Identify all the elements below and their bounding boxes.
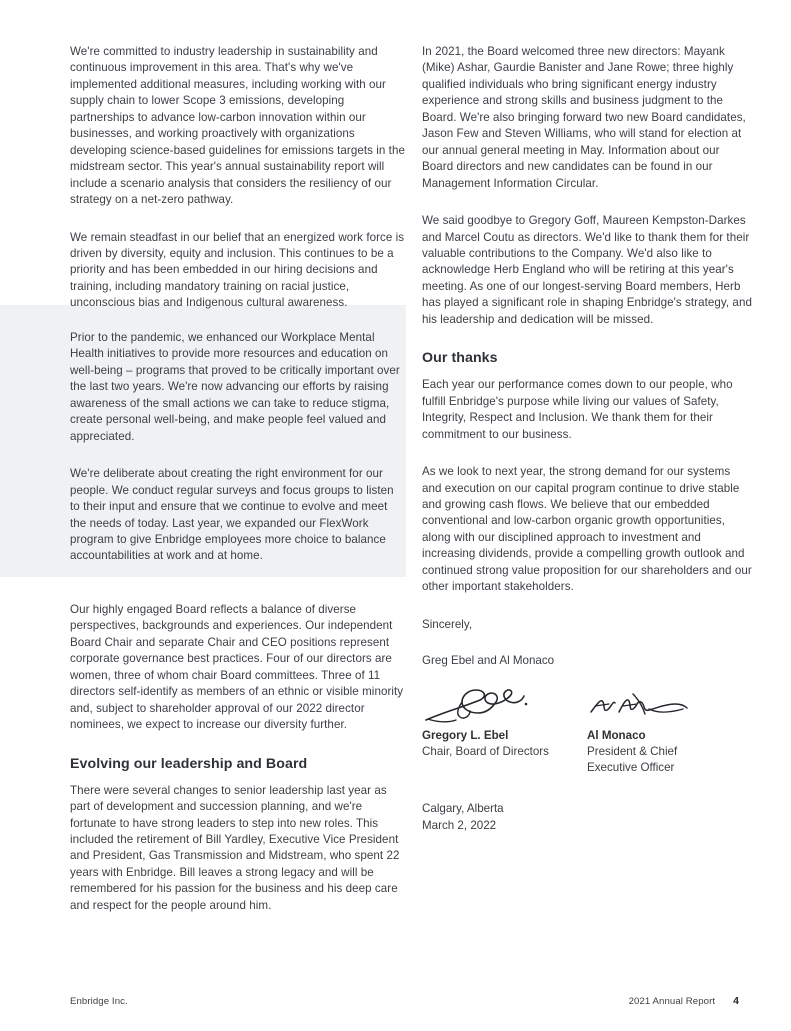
paragraph-senior-leadership-changes: There were several changes to senior leadership last year as part of development and succession planning, and we're fortunate to have strong leaders to step into new roles. This included the retirement of Bill Yardley, Executive Vice President and President, Gas Transmission and Midstream, who spent 22 years with Enbridge. Bill leaves a strong legacy and will be remembered for his passion for the business and his deep care and respect for the people around him. <box>70 783 400 912</box>
paragraph-thanks-people: Each year our performance comes down to our people, who fulfill Enbridge's purpose while living our values of Safety, Integrity, Respect and Inclusion. We thank them for their commitment to our business. <box>422 378 733 441</box>
heading-evolving-leadership: Evolving our leadership and Board <box>70 755 308 772</box>
signatory-al-monaco <box>587 682 752 776</box>
signature-ink-gregory-ebel <box>422 682 587 728</box>
paragraph-flexwork: We're deliberate about creating the right environment for our people. We conduct regular surveys and focus groups to listen to their input and ensure that we continue to evolve and meet the needs of today. Last year, we expanded our FlexWork program to give Enbridge employees more choice to balance accountabilities at work and at home. <box>70 467 394 563</box>
footer-page-number: 4 <box>733 996 739 1007</box>
paragraph-departing-directors: We said goodbye to Gregory Goff, Maureen Kempston-Darkes and Marcel Coutu as directors. We'd like to thank them for their valuable contributions to the Company. We'd also like to acknowledge Herb England who will be retiring at this year's meeting. As one of our longest-serving Board members, Herb has played a significant role in shaping Enbridge's strategy, and his leadership and dedication will be missed. <box>422 214 752 326</box>
signature-location: Calgary, Alberta <box>422 802 504 816</box>
left-column-top <box>70 44 406 312</box>
highlight-section-text <box>70 330 406 565</box>
footer-right-group <box>629 996 739 1007</box>
signature-place-date <box>422 801 752 834</box>
paragraph-workplace-mental-health: Prior to the pandemic, we enhanced our Workplace Mental Health initiatives to provide more resources and education on well-being – programs that proved to be critically important over the last two years. We're now advancing our efforts by raising awareness of the small actions we can take to reduce stigma, create personal well-being, and make people feel valued and appreciated. <box>70 331 400 443</box>
right-column <box>422 44 752 834</box>
signature-names-line: Greg Ebel and Al Monaco <box>422 654 555 668</box>
paragraph-new-directors: In 2021, the Board welcomed three new directors: Mayank (Mike) Ashar, Gaurdie Banister and Jane Rowe; three highly qualified individuals who bring significant energy industry experience and strong skills and business judgment to the Board. We're also bringing forward two new Board candidates, Jason Few and Steven Williams, who will stand for election at our annual general meeting in May. Information about our Board directors and new candidates can be found in our Management Information Circular. <box>422 45 746 190</box>
signatory-title-line-1: Chair, Board of Directors <box>422 745 549 759</box>
paragraph-outlook: As we look to next year, the strong demand for our systems and execution on our capital program continue to drive stable and growing cash flows. We believe that our embedded conventional and low-carbon organic growth opportunities, along with our disciplined approach to investment and increasing dividends, provide a compelling growth outlook and continued strong value proposition for our shareholders and our other important stakeholders. <box>422 465 752 594</box>
heading-our-thanks: Our thanks <box>422 350 498 367</box>
signature-row <box>422 682 752 776</box>
page-footer <box>70 996 739 1007</box>
signatory-name: Al Monaco <box>587 728 646 742</box>
footer-company-name: Enbridge Inc. <box>70 996 128 1007</box>
signature-closing: Sincerely, <box>422 617 473 631</box>
left-column-bottom <box>70 602 406 935</box>
signature-date: March 2, 2022 <box>422 818 497 832</box>
paragraph-sustainability: We're committed to industry leadership in sustainability and continuous improvement in this area. That's why we've implemented additional measures, including working with our supply chain to lower Scope 3 emissions, developing partnerships to advance low-carbon innovation within our businesses, and working proactively with organizations developing science-based guidelines for emissions targets in the midstream sector. This year's annual sustainability report will include a scenario analysis that considers the resiliency of our strategy on a net-zero pathway. <box>70 45 405 207</box>
footer-report-name: 2021 Annual Report <box>628 996 716 1007</box>
signatory-gregory-ebel <box>422 682 587 776</box>
paragraph-board-diversity: Our highly engaged Board reflects a balance of diverse perspectives, backgrounds and experiences. Our independent Board Chair and separate Chair and CEO positions represent corporate governance best practices. Four of our directors are women, three of whom chair Board committees. Three of 11 directors self-identify as members of an ethnic or visible minority and, subject to shareholder approval of our 2022 director nominees, we expect to increase our diversity further. <box>70 603 404 732</box>
signatory-title-line-2: Executive Officer <box>587 760 675 774</box>
paragraph-workforce-diversity: We remain steadfast in our belief that an energized work force is driven by diversity, equity and inclusion. This continues to be a priority and has been embedded in our hiring decisions and training, including mandatory training on racial justice, unconscious bias and Indigenous cultural awareness. <box>70 230 405 310</box>
signature-block <box>422 617 752 834</box>
signature-ink-al-monaco <box>587 682 752 728</box>
signatory-name: Gregory L. Ebel <box>422 728 509 742</box>
signatory-title-line-1: President & Chief <box>587 745 678 759</box>
